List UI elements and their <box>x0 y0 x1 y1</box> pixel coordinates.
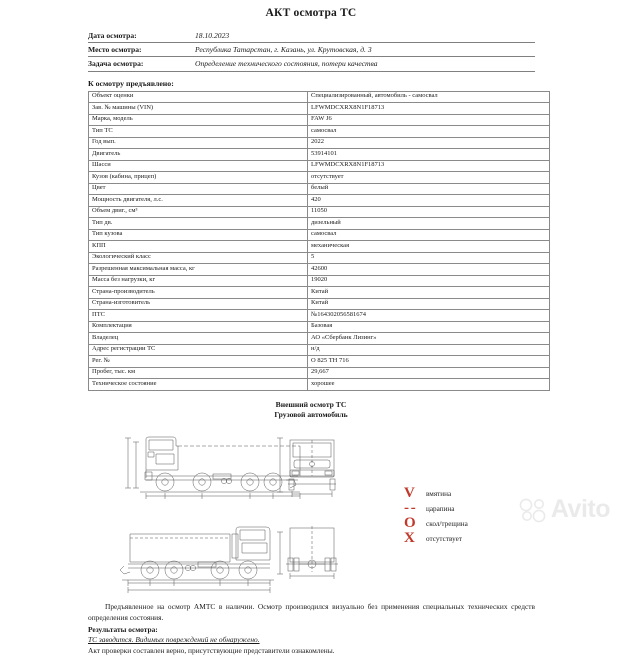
legend-label-scratch: царапина <box>426 504 455 513</box>
inspection-footer <box>88 602 535 657</box>
spec-value: АО «Сбербанк Лизинг» <box>308 333 550 345</box>
spec-label: Объект оценки <box>89 91 308 103</box>
header-row <box>88 43 535 57</box>
spec-value: 29,667 <box>308 367 550 379</box>
spec-label: Владелец <box>89 333 308 345</box>
spec-value: 19020 <box>308 275 550 287</box>
spec-label: Адрес регистрации ТС <box>89 344 308 356</box>
page-title: АКТ осмотра ТС <box>265 7 357 19</box>
legend-item <box>404 531 468 546</box>
spec-label: ПТС <box>89 310 308 322</box>
spec-label: Двигатель <box>89 149 308 161</box>
table-row <box>89 183 550 195</box>
footer-closing: Акт проверки составлен верно, присутствующие представители ознакомлены. <box>88 646 335 655</box>
spec-value: №164302056581674 <box>308 310 550 322</box>
legend-label-chip-crack: скол/трещина <box>426 519 468 528</box>
spec-label: Рег. № <box>89 356 308 368</box>
inspection-header-table <box>88 29 535 72</box>
table-row <box>89 321 550 333</box>
spec-value: Специализированный, автомобиль - самосвал <box>308 91 550 103</box>
spec-value: 2022 <box>308 137 550 149</box>
table-row <box>89 206 550 218</box>
table-row <box>89 379 550 391</box>
table-row <box>89 356 550 368</box>
spec-label: Тип кузова <box>89 229 308 241</box>
vehicle-diagrams <box>0 424 622 596</box>
legend-label-missing: отсутствует <box>426 534 462 543</box>
header-row <box>88 29 535 43</box>
external-inspection-title-line2: Грузовой автомобиль <box>274 409 348 419</box>
header-label: Дата осмотра: <box>88 29 185 43</box>
table-row <box>89 287 550 299</box>
spec-label: Цвет <box>89 183 308 195</box>
legend-mark-dent-icon: V <box>404 485 415 502</box>
spec-value: 53914101 <box>308 149 550 161</box>
table-row <box>89 195 550 207</box>
table-row <box>89 149 550 161</box>
external-inspection-title <box>0 400 622 421</box>
table-row <box>89 114 550 126</box>
section-label-presented: К осмотру предъявлено: <box>88 78 174 88</box>
spec-value: О 825 ТН 716 <box>308 356 550 368</box>
spec-value: 42600 <box>308 264 550 276</box>
spec-label: Разрешенная максимальная масса, кг <box>89 264 308 276</box>
table-row <box>89 137 550 149</box>
table-row <box>89 344 550 356</box>
table-row <box>89 91 550 103</box>
spec-label: Зав. № машины (VIN) <box>89 103 308 115</box>
spec-value: белый <box>308 183 550 195</box>
truck-front-view-icon <box>272 434 344 500</box>
spec-value: LFWMDCXRX8N1F18713 <box>308 160 550 172</box>
spec-value: хорошее <box>308 379 550 391</box>
spec-value: самосвал <box>308 229 550 241</box>
spec-label: Шасси <box>89 160 308 172</box>
results-label: Результаты осмотра: <box>88 624 158 634</box>
spec-label: Техническое состояние <box>89 379 308 391</box>
spec-value: 420 <box>308 195 550 207</box>
spec-label: Тип ТС <box>89 126 308 138</box>
spec-label: Год вып. <box>89 137 308 149</box>
spec-value: механическая <box>308 241 550 253</box>
spec-value: FAW J6 <box>308 114 550 126</box>
header-label: Задача осмотра: <box>88 57 185 71</box>
header-row <box>88 57 535 71</box>
table-row <box>89 160 550 172</box>
legend-item <box>404 516 468 531</box>
spec-label: Тип дв. <box>89 218 308 230</box>
vehicle-spec-table <box>88 91 550 391</box>
spec-value: 5 <box>308 252 550 264</box>
spec-label: Пробег, тыс. км <box>89 367 308 379</box>
avito-watermark-text: Avito <box>550 495 610 523</box>
results-value: ТС заводится. Видимых повреждений не обнаружено. <box>88 635 260 645</box>
spec-value: Базовая <box>308 321 550 333</box>
spec-value: 11050 <box>308 206 550 218</box>
table-row <box>89 229 550 241</box>
spec-value: дизельный <box>308 218 550 230</box>
legend-item <box>404 501 468 516</box>
header-label: Место осмотра: <box>88 43 185 57</box>
legend-item <box>404 486 468 501</box>
spec-label: КПП <box>89 241 308 253</box>
table-row <box>89 264 550 276</box>
table-row <box>89 103 550 115</box>
spec-value: Китай <box>308 287 550 299</box>
spec-label: Кузов (кабина, прицеп) <box>89 172 308 184</box>
header-value: 18.10.2023 <box>185 29 535 43</box>
table-row <box>89 298 550 310</box>
table-row <box>89 310 550 322</box>
table-row <box>89 275 550 287</box>
table-row <box>89 367 550 379</box>
legend-mark-scratch-icon: - - <box>404 500 415 517</box>
spec-label: Страна-производитель <box>89 287 308 299</box>
table-row <box>89 218 550 230</box>
legend-label-dent: вмятина <box>426 489 452 498</box>
table-row <box>89 241 550 253</box>
spec-label: Марка, модель <box>89 114 308 126</box>
header-value: Республика Татарстан, г. Казань, ул. Крутовская, д. 3 <box>185 43 535 57</box>
spec-value: самосвал <box>308 126 550 138</box>
legend-mark-chip-crack-icon: O <box>404 515 416 532</box>
external-inspection-title-line1: Внешний осмотр ТС <box>275 399 347 409</box>
spec-label: Страна-изготовитель <box>89 298 308 310</box>
spec-value: н/д <box>308 344 550 356</box>
spec-label: Комплектация <box>89 321 308 333</box>
spec-label: Масса без нагрузки, кг <box>89 275 308 287</box>
spec-label: Экологический класс <box>89 252 308 264</box>
truck-rear-view-icon <box>272 524 344 584</box>
header-value: Определение технического состояния, потери качества <box>185 57 535 71</box>
spec-label: Объем двиг., см³ <box>89 206 308 218</box>
damage-legend <box>404 486 468 546</box>
spec-value: LFWMDCXRX8N1F18713 <box>308 103 550 115</box>
legend-mark-missing-icon: X <box>404 530 415 547</box>
footer-paragraph: Предъявленное на осмотр АМТС в наличии. Осмотр производился визуально без применения специальных технических средств определения состояния. <box>88 602 535 622</box>
table-row <box>89 126 550 138</box>
spec-value: отсутствует <box>308 172 550 184</box>
table-row <box>89 252 550 264</box>
spec-value: Китай <box>308 298 550 310</box>
table-row <box>89 172 550 184</box>
spec-label: Мощность двигателя, л.с. <box>89 195 308 207</box>
table-row <box>89 333 550 345</box>
